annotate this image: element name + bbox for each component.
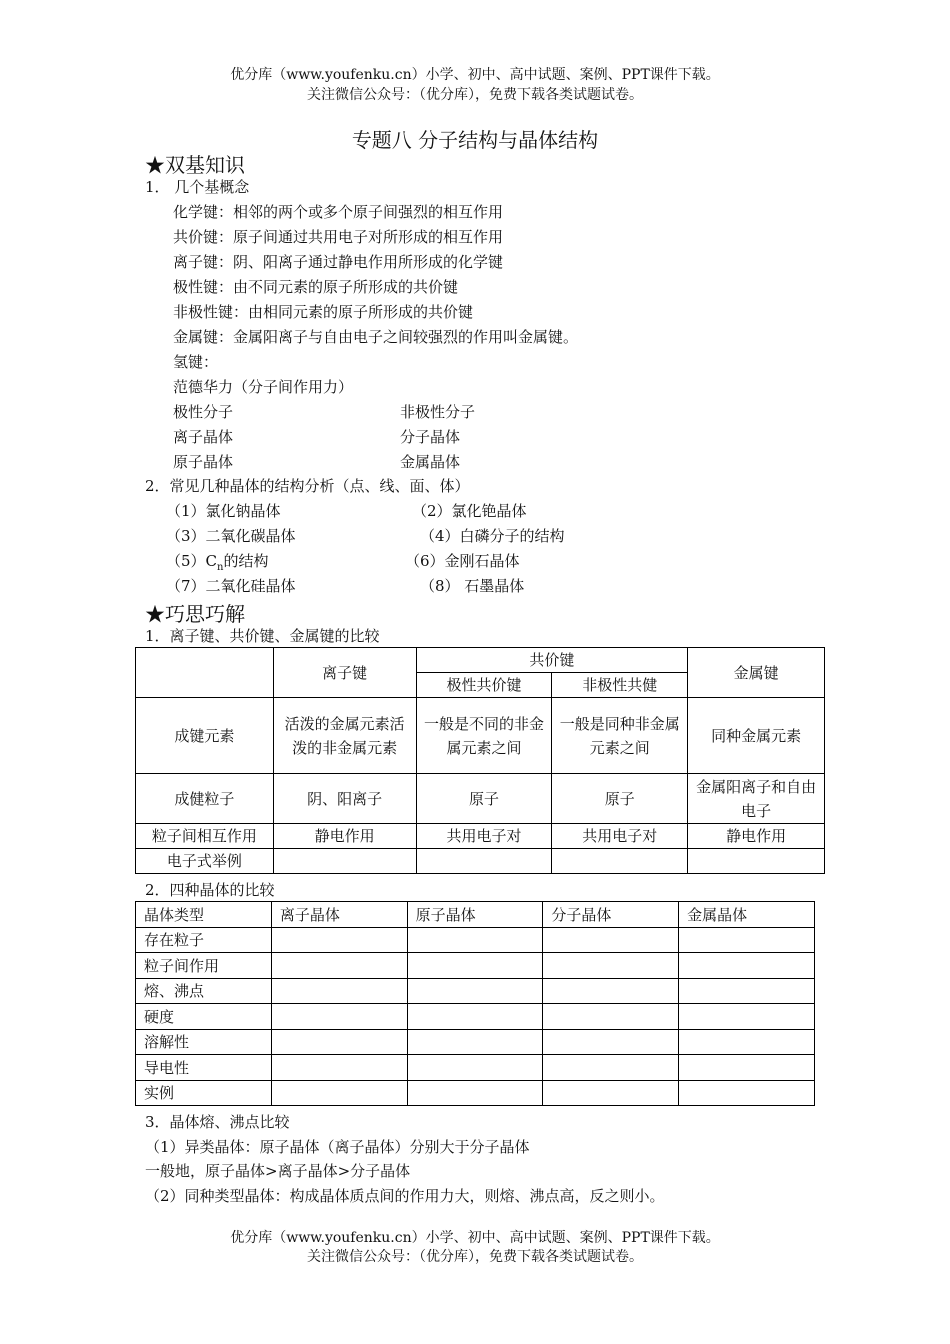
crystal-comparison-table — [135, 901, 815, 1106]
def-hydrogen-bond: 氢键： — [173, 353, 219, 371]
term-nonpolar-molecule: 非极性分子 — [400, 403, 476, 421]
crystal-7: （7）二氧化硅晶体 — [166, 577, 296, 595]
cell-polar: 一般是不同的非金属元素之间 — [416, 698, 552, 774]
header-cell: 金属晶体 — [679, 902, 815, 928]
row-label: 溶解性 — [136, 1029, 272, 1055]
crystal-1: （1）氯化钠晶体 — [166, 502, 281, 520]
cell-ionic: 阴、阳离子 — [273, 774, 416, 824]
page-title: 专题八 分子结构与晶体结构 — [351, 128, 599, 152]
row-label: 成键元素 — [136, 698, 274, 774]
header-cell: 分子晶体 — [543, 902, 679, 928]
crystal-3: （3）二氧化碳晶体 — [166, 527, 296, 545]
def-chemical-bond: 化学键：相邻的两个或多个原子间强烈的相互作用 — [173, 203, 504, 221]
term-molecular-crystal: 分子晶体 — [400, 428, 461, 446]
table-header-row — [136, 902, 815, 928]
table-header-polar: 极性共价键 — [416, 673, 552, 698]
crystal-6: （6）金刚石晶体 — [405, 552, 520, 570]
row-label: 粒子间作用 — [136, 953, 272, 979]
def-polar-bond: 极性键：由不同元素的原子所形成的共价键 — [173, 278, 459, 296]
header-line-2: 关注微信公众号：（优分库），免费下载各类试题试卷。 — [307, 87, 643, 103]
cell-nonpolar: 共用电子对 — [552, 824, 688, 849]
table-header-ionic: 离子键 — [273, 648, 416, 698]
row-label: 存在粒子 — [136, 927, 272, 953]
crystal-5-suffix: 的结构 — [223, 552, 269, 570]
table2-caption: 2．四种晶体的比较 — [145, 881, 275, 899]
crystal-5 — [166, 550, 269, 573]
table-header-covalent: 共价键 — [416, 648, 688, 673]
cell-metallic: 金属阳离子和自由电子 — [688, 774, 825, 824]
paragraph-2: 一般地，原子晶体>离子晶体>分子晶体 — [145, 1162, 411, 1180]
header-cell: 原子晶体 — [407, 902, 543, 928]
cell-polar — [416, 849, 552, 874]
section-heading-tips: ★巧思巧解 — [145, 602, 245, 626]
section-heading-basics: ★双基知识 — [145, 153, 245, 177]
table-header-row — [136, 648, 825, 673]
header-cell: 晶体类型 — [136, 902, 272, 928]
table-row — [136, 1004, 815, 1030]
term-polar-molecule: 极性分子 — [173, 403, 234, 421]
table-row — [136, 1055, 815, 1081]
def-metallic-bond: 金属键：金属阳离子与自由电子之间较强烈的作用叫金属键。 — [173, 328, 579, 346]
cell-metallic — [688, 849, 825, 874]
cell-metallic: 同种金属元素 — [688, 698, 825, 774]
table-row — [136, 774, 825, 824]
def-nonpolar-bond: 非极性键：由相同元素的原子所形成的共价键 — [173, 303, 474, 321]
table1-caption: 1．离子键、共价键、金属键的比较 — [145, 627, 380, 645]
row-label: 粒子间相互作用 — [136, 824, 274, 849]
cell-ionic: 活泼的金属元素活泼的非金属元素 — [273, 698, 416, 774]
table-header-nonpolar: 非极性共健 — [552, 673, 688, 698]
row-label: 成健粒子 — [136, 774, 274, 824]
table-row — [136, 849, 825, 874]
table-row — [136, 698, 825, 774]
item-melting-point: 3．晶体熔、沸点比较 — [145, 1113, 290, 1131]
term-metallic-crystal: 金属晶体 — [400, 453, 461, 471]
header-line-1: 优分库（www.youfenku.cn）小学、初中、高中试题、案例、PPT课件下载。 — [230, 67, 720, 83]
crystal-4: （4）白磷分子的结构 — [420, 527, 565, 545]
table-row — [136, 824, 825, 849]
cell-nonpolar — [552, 849, 688, 874]
table-row — [136, 1080, 815, 1106]
def-ionic-bond: 离子键：阴、阳离子通过静电作用所形成的化学键 — [173, 253, 504, 271]
paragraph-3: （2）同种类型晶体：构成晶体质点间的作用力大，则熔、沸点高，反之则小。 — [145, 1187, 665, 1205]
def-van-der-waals: 范德华力（分子间作用力） — [173, 378, 354, 396]
row-label: 硬度 — [136, 1004, 272, 1030]
row-label: 电子式举例 — [136, 849, 274, 874]
cell-metallic: 静电作用 — [688, 824, 825, 849]
header-cell: 离子晶体 — [271, 902, 407, 928]
item-basic-concepts: 1． 几个基概念 — [145, 178, 250, 196]
table-row — [136, 978, 815, 1004]
footer-line-2: 关注微信公众号：（优分库），免费下载各类试题试卷。 — [307, 1249, 643, 1265]
row-label: 导电性 — [136, 1055, 272, 1081]
crystal-2: （2）氯化铯晶体 — [412, 502, 527, 520]
item-crystal-structures: 2．常见几种晶体的结构分析（点、线、面、体） — [145, 477, 470, 495]
bond-comparison-table — [135, 647, 825, 874]
table-row — [136, 927, 815, 953]
table-header-metallic: 金属键 — [688, 648, 825, 698]
crystal-5-subscript: n — [217, 562, 224, 573]
footer-line-1: 优分库（www.youfenku.cn）小学、初中、高中试题、案例、PPT课件下载。 — [230, 1230, 720, 1246]
def-covalent-bond: 共价键：原子间通过共用电子对所形成的相互作用 — [173, 228, 504, 246]
row-label: 熔、沸点 — [136, 978, 272, 1004]
cell-nonpolar: 原子 — [552, 774, 688, 824]
table-header-blank — [136, 648, 274, 698]
cell-polar: 原子 — [416, 774, 552, 824]
crystal-8: （8） 石墨晶体 — [420, 577, 525, 595]
cell-polar: 共用电子对 — [416, 824, 552, 849]
row-label: 实例 — [136, 1080, 272, 1106]
paragraph-1: （1）异类晶体：原子晶体（离子晶体）分别大于分子晶体 — [145, 1138, 530, 1156]
cell-ionic — [273, 849, 416, 874]
term-atomic-crystal: 原子晶体 — [173, 453, 234, 471]
term-ionic-crystal: 离子晶体 — [173, 428, 234, 446]
cell-nonpolar: 一般是同种非金属元素之间 — [552, 698, 688, 774]
table-row — [136, 953, 815, 979]
crystal-5-prefix: （5）C — [166, 552, 218, 570]
cell-ionic: 静电作用 — [273, 824, 416, 849]
table-row — [136, 1029, 815, 1055]
